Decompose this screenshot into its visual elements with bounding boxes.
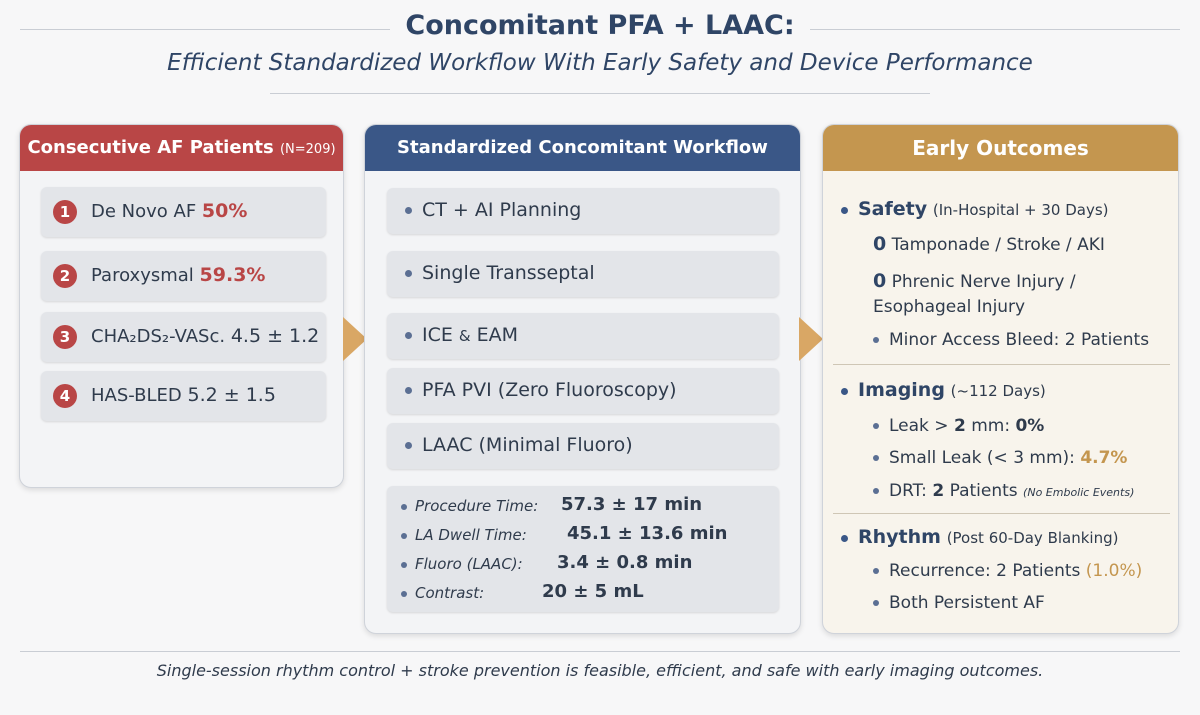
rhythm-title: Rhythm (858, 526, 941, 548)
bullet-icon (873, 600, 879, 606)
bullet-icon (405, 332, 412, 339)
safety-item-2-cont: Esophageal Injury (873, 297, 1026, 317)
bullet-icon (401, 533, 407, 539)
row-value: 5.2 ± 1.5 (187, 384, 276, 406)
item-unit: mm: (971, 416, 1011, 436)
row-label: Paroxysmal (91, 265, 194, 286)
bullet-icon (405, 270, 412, 277)
row-value: 59.3% (199, 264, 266, 286)
item-value: 4.7% (1080, 448, 1128, 468)
rhythm-section-title (841, 526, 1118, 548)
arrow-right-icon (799, 317, 823, 361)
patients-header-label: Consecutive AF Patients (27, 137, 274, 158)
imaging-title: Imaging (858, 379, 945, 401)
item-text: Phrenic Nerve Injury / (891, 272, 1076, 292)
bullet-icon (401, 591, 407, 597)
metric-contrast (401, 581, 644, 602)
patient-row-2 (41, 251, 326, 301)
safety-item-1 (873, 233, 1105, 255)
patients-panel-header (20, 125, 343, 171)
outcomes-panel (822, 124, 1179, 634)
section-divider (833, 364, 1170, 365)
bullet-icon (873, 423, 879, 429)
item-value: 0% (1015, 416, 1045, 436)
metric-value: 45.1 ± 13.6 min (567, 523, 728, 544)
zero-count: 0 (873, 233, 887, 255)
workflow-panel-header: Standardized Concomitant Workflow (365, 125, 800, 171)
patient-row-3 (41, 312, 326, 362)
number-badge: 4 (53, 384, 77, 408)
item-text: Both Persistent AF (889, 593, 1045, 613)
item-text: Recurrence: (889, 561, 991, 581)
workflow-panel (364, 124, 801, 634)
bullet-icon (401, 504, 407, 510)
bullet-icon (405, 207, 412, 214)
rhythm-item-2 (873, 593, 1045, 613)
row-label: HAS-BLED (91, 385, 182, 406)
imaging-item-3 (873, 481, 1134, 501)
row-value: 4.5 ± 1.2 (230, 325, 320, 347)
safety-item-2 (873, 270, 1076, 292)
workflow-step-1 (387, 188, 779, 234)
page-subtitle: Efficient Standardized Workflow With Early Safety and Device Performance (167, 50, 1033, 76)
procedure-metrics (387, 486, 779, 612)
item-text: Minor Access Bleed: 2 Patients (889, 330, 1150, 350)
imaging-item-1 (873, 416, 1044, 436)
item-text: Small Leak (< 3 mm): (889, 448, 1075, 468)
metric-label: Procedure Time: (415, 497, 539, 515)
patient-row-1 (41, 187, 326, 237)
item-value: 2 Patients (996, 561, 1081, 581)
workflow-step-3 (387, 313, 779, 359)
safety-section-title (841, 198, 1109, 220)
bullet-icon (873, 568, 879, 574)
patients-panel (19, 124, 344, 488)
metric-label: Contrast: (415, 584, 485, 602)
imaging-section-title (841, 379, 1046, 401)
metric-value: 20 ± 5 mL (542, 581, 644, 602)
metric-procedure-time (401, 494, 703, 515)
item-note: (No Embolic Events) (1023, 486, 1135, 499)
row-label: CHA₂DS₂-VASc. (91, 326, 226, 347)
step-label-amp: & (458, 327, 471, 345)
bullet-icon (841, 388, 848, 395)
item-percent: (1.0%) (1085, 561, 1143, 581)
metric-value: 57.3 ± 17 min (561, 494, 703, 515)
workflow-step-4 (387, 368, 779, 414)
metric-label: Fluoro (LAAC): (415, 555, 523, 573)
metric-la-dwell-time (401, 523, 728, 544)
step-label: PFA PVI (Zero Fluoroscopy) (422, 379, 677, 401)
bullet-icon (841, 207, 848, 214)
step-label-b: EAM (476, 324, 519, 346)
rhythm-item-1 (873, 561, 1142, 581)
footer-rule (20, 651, 1180, 652)
item-text: Tamponade / Stroke / AKI (891, 235, 1105, 255)
section-divider (833, 513, 1170, 514)
rhythm-sub: (Post 60-Day Blanking) (946, 529, 1119, 547)
metric-fluoro-laac (401, 552, 693, 573)
number-badge: 1 (53, 200, 77, 224)
imaging-sub: (~112 Days) (950, 382, 1046, 400)
number-badge: 3 (53, 325, 77, 349)
step-label: LAAC (Minimal Fluoro) (422, 434, 633, 456)
patient-row-4 (41, 371, 326, 421)
workflow-step-5 (387, 423, 779, 469)
item-value: 2 (932, 481, 945, 501)
imaging-item-2 (873, 448, 1127, 468)
safety-item-3 (873, 330, 1149, 350)
bullet-icon (841, 535, 848, 542)
bullet-icon (873, 337, 879, 343)
metric-value: 3.4 ± 0.8 min (557, 552, 693, 573)
metric-label: LA Dwell Time: (415, 526, 527, 544)
workflow-step-2 (387, 251, 779, 297)
title-rule-bottom (270, 93, 930, 94)
step-label: CT + AI Planning (422, 199, 582, 221)
bullet-icon (873, 488, 879, 494)
item-text: Leak > (889, 416, 949, 436)
bullet-icon (401, 562, 407, 568)
bullet-icon (873, 455, 879, 461)
outcomes-panel-header: Early Outcomes (823, 125, 1178, 171)
footer-conclusion: Single-session rhythm control + stroke prevention is feasible, efficient, and safe with early imaging outcomes. (156, 661, 1044, 680)
number-badge: 2 (53, 264, 77, 288)
item-number: 2 (953, 416, 966, 436)
page-title: Concomitant PFA + LAAC: (405, 10, 795, 41)
patients-header-n: (N=209) (279, 142, 336, 157)
safety-title: Safety (858, 198, 928, 220)
bullet-icon (405, 387, 412, 394)
row-value: 50% (201, 200, 248, 222)
zero-count: 0 (873, 270, 887, 292)
item-text: DRT: (889, 481, 927, 501)
step-label: Single Transseptal (422, 262, 595, 284)
safety-sub: (In-Hospital + 30 Days) (932, 201, 1109, 219)
item-unit: Patients (949, 481, 1018, 501)
bullet-icon (405, 442, 412, 449)
row-label: De Novo AF (91, 201, 197, 222)
step-label-a: ICE (422, 324, 453, 346)
